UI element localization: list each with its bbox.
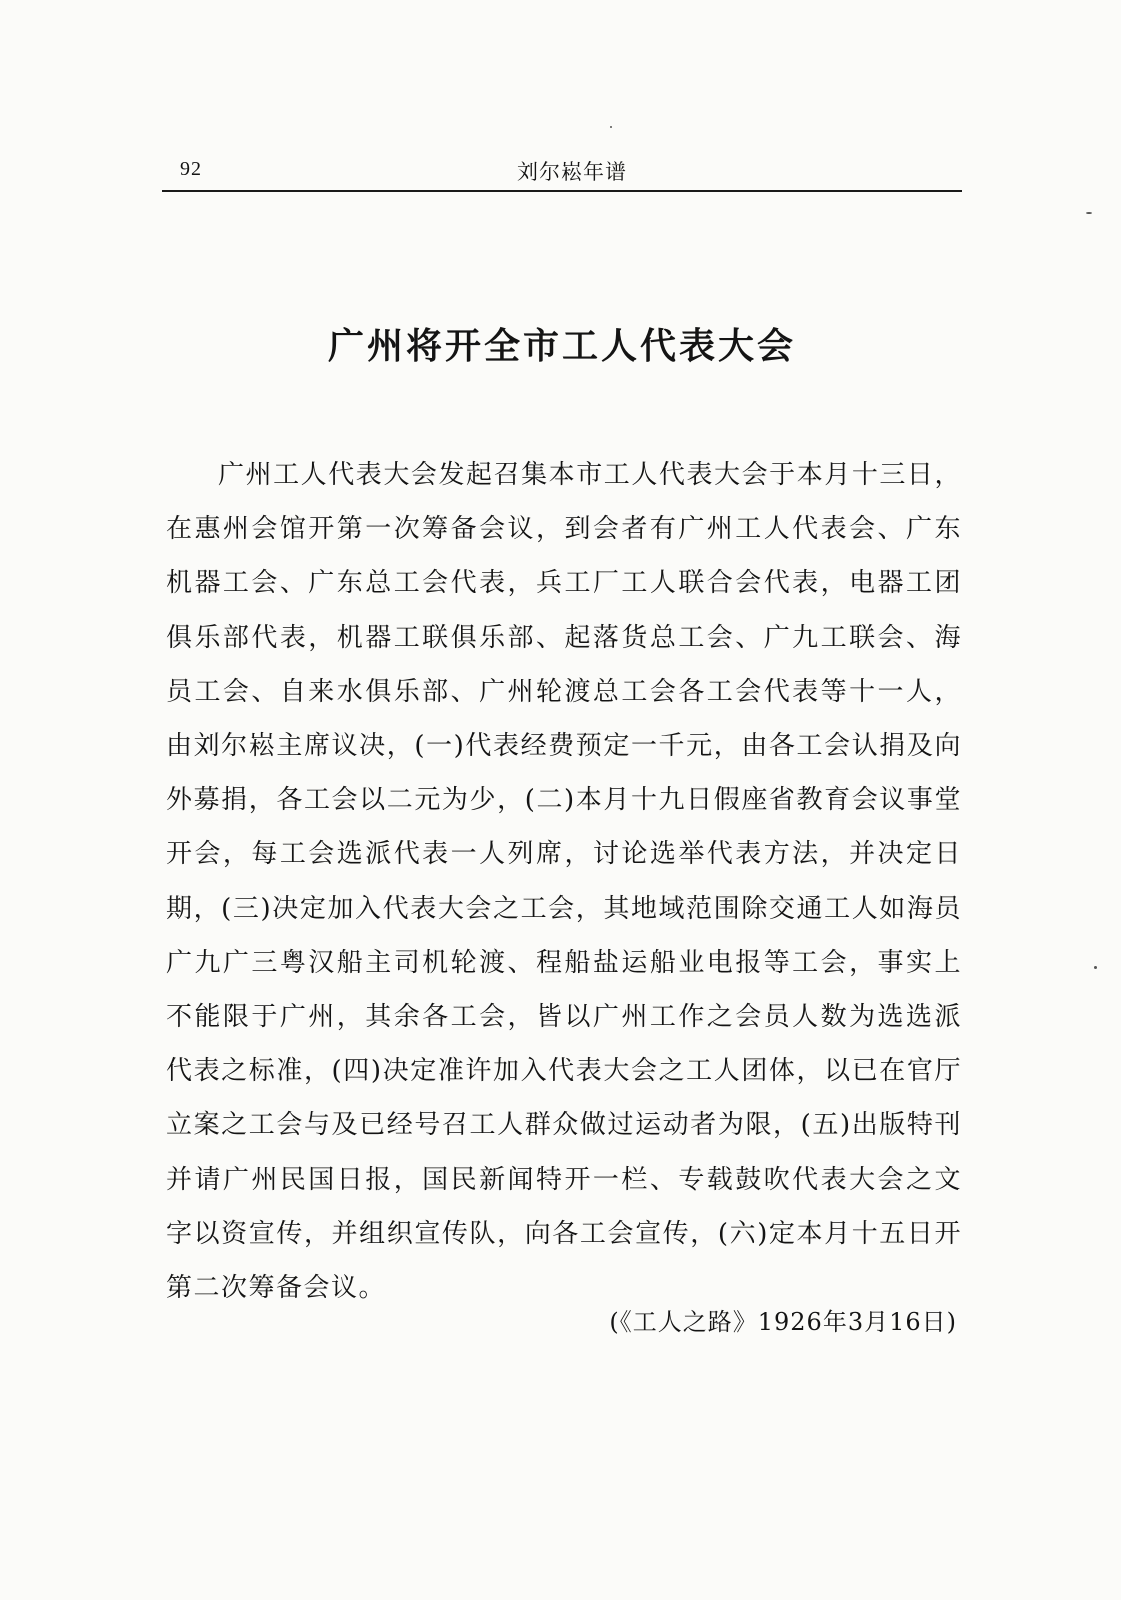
running-head: 刘尔崧年谱 [517,160,627,184]
article-body: 广州工人代表大会发起召集本市工人代表大会于本月十三日，在惠州会馆开第一次筹备会议，到会者有广州工人代表会、广东机器工会、广东总工会代表，兵工厂工人联合会代表，电器工团俱乐部代表，机器工联俱乐部、起落货总工会、广九工联会、海员工会、自来水俱乐部、广州轮渡总工会各工会代表等十一人，由刘尔崧主席议决，(一)代表经费预定一千元，由各工会认捐及向外募捐，各工会以二元为少，(二)本月十九日假座省教育会议事堂开会，每工会选派代表一人列席，讨论选举代表方法，并决定日期，(三)决定加入代表大会之工会，其地域范围除交通工人如海员广九广三粤汉船主司机轮渡、程船盐运船业电报等工会，事实上不能限于广州，其余各工会，皆以广州工作之会员人数为选选派代表之标准，(四)决定准许加入代表大会之工人团体，以已在官厅立案之工会与及已经号召工人群众做过运动者为限，(五)出版特刊并请广州民国日报，国民新闻特开一栏、专载鼓吹代表大会之文字以资宣传，并组织宣传队，向各工会宣传，(六)定本月十五日开第二次筹备会议。 [166,460,962,1304]
scan-speck [1094,966,1097,969]
page-number: 92 [180,158,202,180]
source-citation: (《工人之路》1926年3月16日) [609,1308,957,1336]
scan-speck [610,126,612,128]
scan-speck [1086,212,1092,214]
header-rule [162,190,962,192]
article-title: 广州将开全市工人代表大会 [327,326,796,367]
page-header [162,150,962,190]
